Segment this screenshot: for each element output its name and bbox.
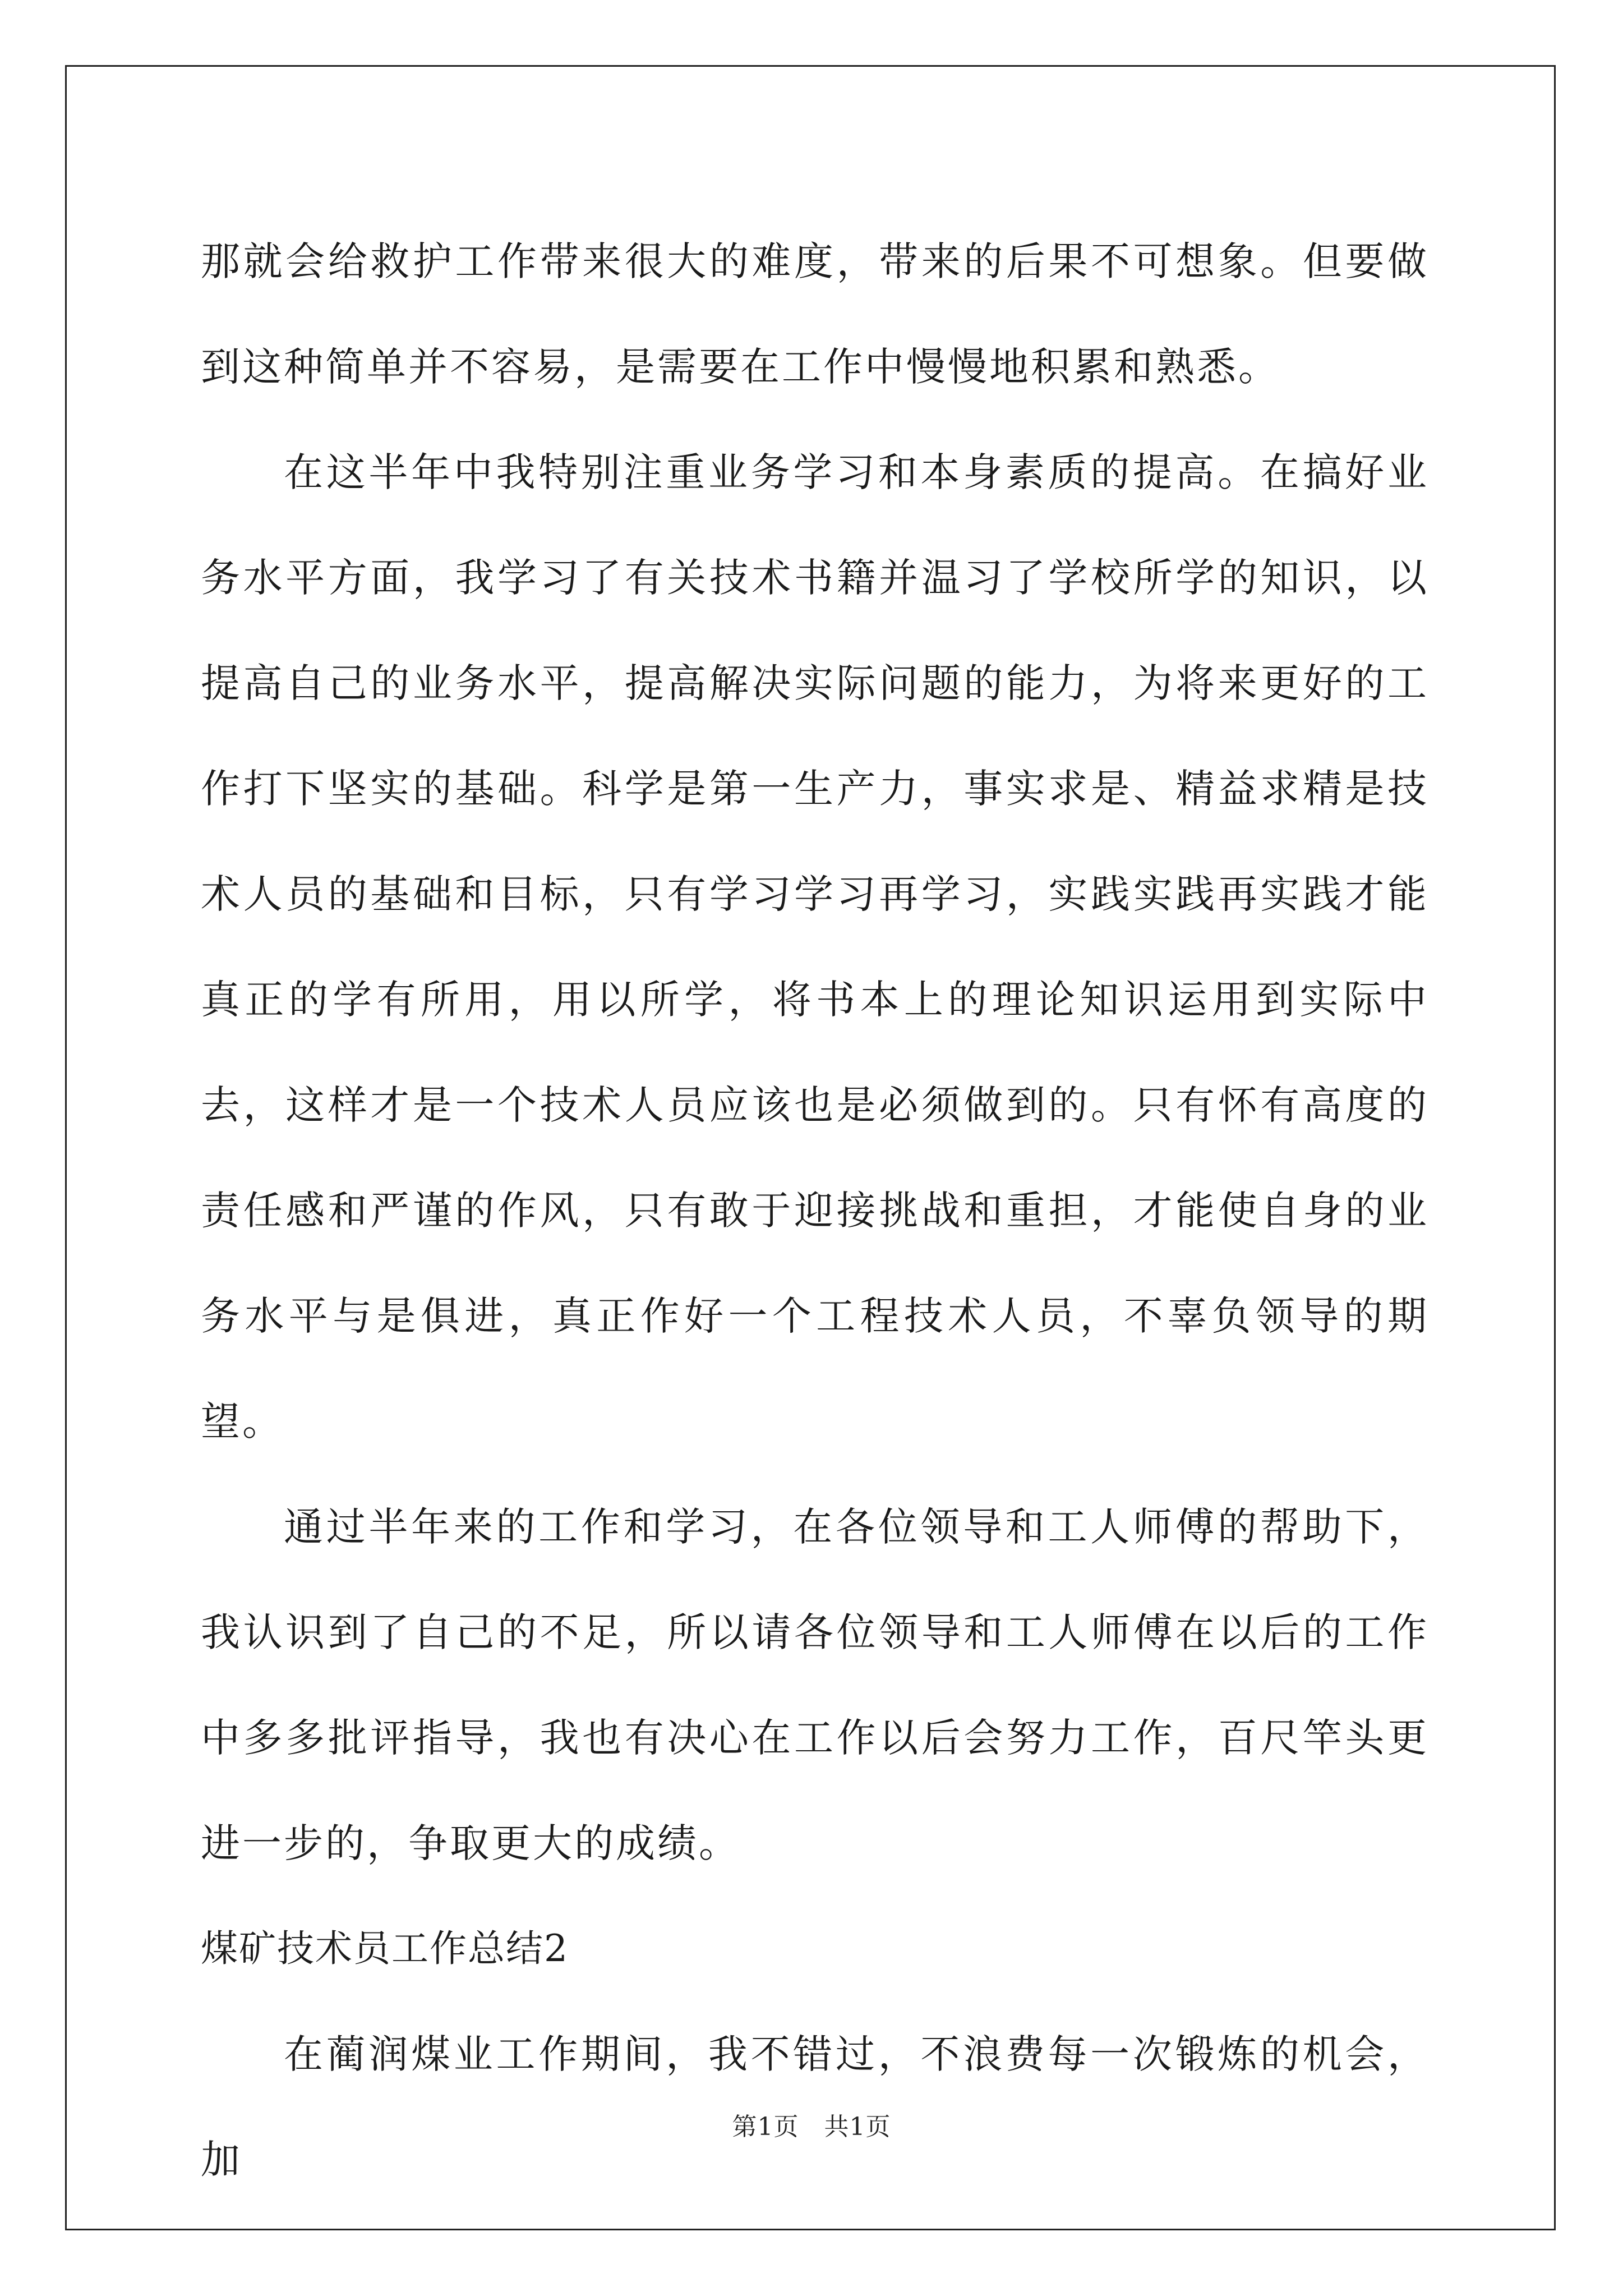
paragraph-4: 在蔺润煤业工作期间，我不错过，不浪费每一次锻炼的机会，加: [201, 2031, 1429, 2183]
section-heading: 煤矿技术员工作总结2: [201, 1927, 569, 1970]
page-number: 第1页: [732, 2113, 799, 2141]
page-footer: [0, 2106, 1623, 2142]
document-body: [201, 209, 1429, 2212]
page-total: 共1页: [824, 2113, 891, 2141]
paragraph-2: 在这半年中我特别注重业务学习和本身素质的提高。在搞好业务水平方面，我学习了有关技术书籍并温习了学校所学的知识，以提高自己的业务水平，提高解决实际问题的能力，为将来更好的工作打下坚实的基础。科学是第一生产力，事实求是、精益求精是技术人员的基础和目标，只有学习学习再学习，实践实践再实践才能真正的学有所用，用以所学，将书本上的理论知识运用到实际中去，这样才是一个技术人员应该也是必须做到的。只有怀有高度的责任感和严谨的作风，只有敢于迎接挑战和重担，才能使自身的业务水平与是俱进，真正作好一个工程技术人员，不辜负领导的期望。: [201, 449, 1429, 1444]
paragraph-1: 那就会给救护工作带来很大的难度，带来的后果不可想象。但要做到这种简单并不容易，是需要在工作中慢慢地积累和熟悉。: [201, 238, 1429, 390]
paragraph-3: 通过半年来的工作和学习，在各位领导和工人师傅的帮助下，我认识到了自己的不足，所以请各位领导和工人师傅在以后的工作中多多批评指导，我也有决心在工作以后会努力工作，百尺竿头更进一步的，争取更大的成绩。: [201, 1504, 1429, 1866]
